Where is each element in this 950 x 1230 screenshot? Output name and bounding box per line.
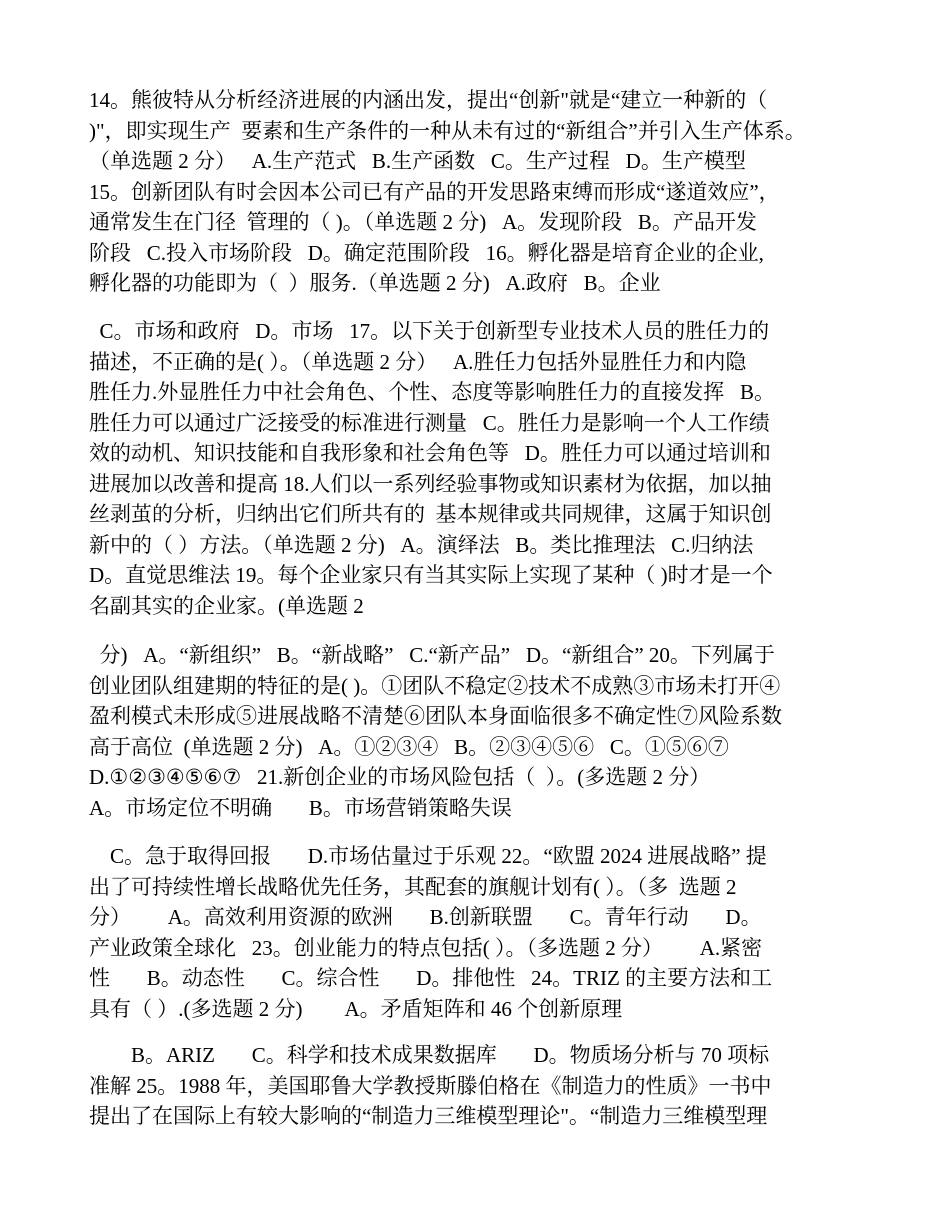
text-line: 15。创新团队有时会因本公司已有产品的开发思路束缚而形成“遂道效应”， (89, 179, 780, 204)
text-line: 盈利模式未形成⑤进展战略不清楚⑥团队本身面临很多不确定性⑦风险系数 (89, 704, 782, 728)
text-line: 出了可持续性增长战略优先任务，其配套的旗舰计划有( ）。（多 选题 2 (89, 874, 737, 899)
text-line: 性 B。动态性 C。综合性 D。排他性 24。TRIZ 的主要方法和工 (89, 966, 773, 990)
text-line: 创业团队组建期的特征的是( )。①团队不稳定②技术不成熟③市场未打开④ (89, 673, 781, 698)
text-line: B。ARIZ C。科学和技术成果数据库 D。物质场分析与 70 项标 (89, 1043, 770, 1067)
text-line: C。急于取得回报 D.市场估量过于乐观 22。“欧盟 2024 进展战略” 提 (89, 844, 767, 868)
paragraph-2 (89, 316, 869, 621)
text-line: 14。熊彼特从分析经济进展的内涵出发，提出“创新"就是“建立一种新的（ (89, 88, 768, 112)
text-line: 分) A。“新组织” B。“新战略” C.“新产品” D。“新组合” 20。下列属于 (89, 643, 775, 667)
text-line: )"，即实现生产 要素和生产条件的一种从未有过的“新组合”并引入生产体系。 (89, 118, 806, 143)
text-line: 描述，不正确的是( ）。（单选题 2 分） A.胜任力包括外显胜任力和内隐 (89, 349, 747, 374)
text-line: 效的动机、知识技能和自我形象和社会角色等 D。胜任力可以通过培训和 (89, 441, 771, 465)
paragraph-1 (89, 85, 869, 299)
paragraph-3 (89, 640, 869, 823)
text-line: 名副其实的企业家。(单选题 2 (89, 593, 364, 618)
text-line: 提出了在国际上有较大影响的“制造力三维模型理论"。“制造力三维模型理 (89, 1104, 768, 1128)
text-line: A。市场定位不明确 B。市场营销策略失误 (89, 795, 512, 820)
text-line: 进展加以改善和提高 18.人们以一系列经验事物或知识素材为依据，加以抽 (89, 471, 772, 496)
text-line: C。市场和政府 D。市场 17。以下关于创新型专业技术人员的胜任力的 (89, 319, 770, 343)
paragraph-4 (89, 841, 869, 1024)
text-line: 产业政策全球化 23。创业能力的特点包括( ）。（多选题 2 分） A.紧密 (89, 935, 763, 960)
text-line: D。直觉思维法 19。每个企业家只有当其实际上实现了某种（ )时才是一个 (89, 563, 773, 587)
text-line: 丝剥茧的分析，归纳出它们所共有的 基本规律或共同规律，这属于知识创 (89, 502, 772, 526)
text-line: 高于高位 (单选题 2 分) A。①②③④ B。②③④⑤⑥ C。①⑤⑥⑦ (89, 734, 729, 759)
text-line: 分） A。高效利用资源的欧洲 B.创新联盟 C。青年行动 D。 (89, 905, 762, 929)
text-line: 通常发生在门径 管理的（ )。（单选题 2 分) A。发现阶段 B。产品开发 (89, 210, 757, 234)
text-line: D.①②③④⑤⑥⑦ 21.新创企业的市场风险包括（ ）。(多选题 2 分） (89, 765, 711, 789)
text-line: 准解 25。1988 年，美国耶鲁大学教授斯滕伯格在《制造力的性质》一书中 (89, 1073, 772, 1098)
text-line: 胜任力.外显胜任力中社会角色、个性、态度等影响胜任力的直接发挥 B。 (89, 380, 776, 404)
text-line: 阶段 C.投入市场阶段 D。确定范围阶段 16。孵化器是培育企业的企业, (89, 240, 764, 265)
text-line: 新中的（ ）方法。（单选题 2 分) A。演绎法 B。类比推理法 C.归纳法 (89, 532, 754, 557)
text-line: 孵化器的功能即为（ ）服务.（单选题 2 分) A.政府 B。企业 (89, 271, 661, 295)
text-line: 具有（ ）.(多选题 2 分) A。矛盾矩阵和 46 个创新原理 (89, 996, 623, 1021)
text-line: 胜任力可以通过广泛接受的标准进行测量 C。胜任力是影响一个人工作绩 (89, 410, 770, 435)
paragraph-5 (89, 1040, 869, 1132)
text-line: （单选题 2 分） A.生产范式 B.生产函数 C。生产过程 D。生产模型 (89, 149, 746, 173)
